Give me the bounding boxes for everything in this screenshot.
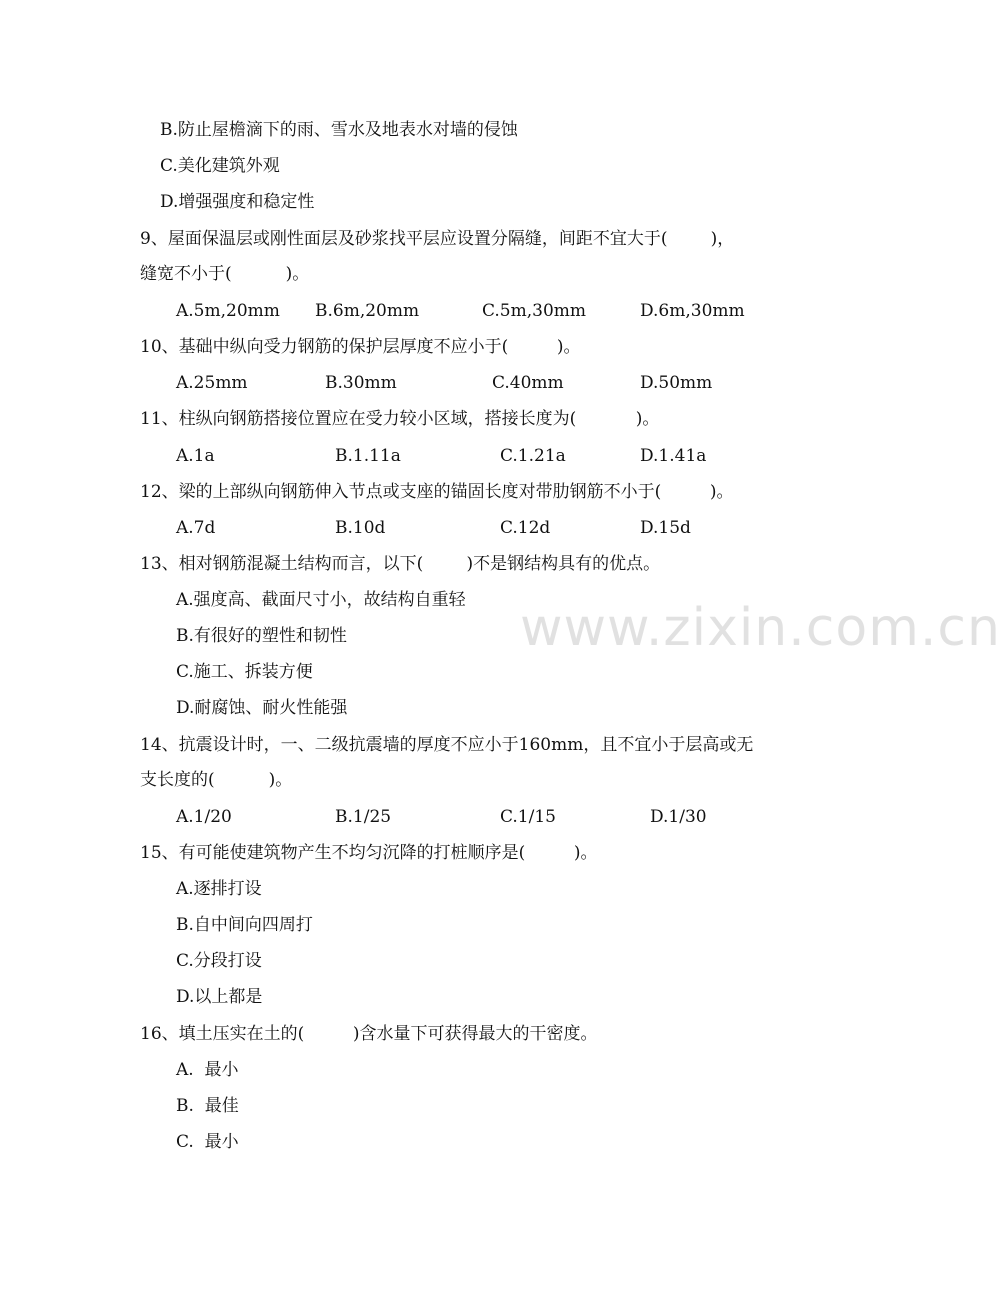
q16-option-c: C. 最小 (176, 1132, 239, 1152)
q11-option-c: C.1.21a (500, 446, 566, 466)
q13-option-c: C.施工、拆装方便 (176, 662, 313, 682)
q13-option-d: D.耐腐蚀、耐火性能强 (176, 698, 348, 718)
q12-option-d: D.15d (640, 518, 691, 538)
q11-stem: 11、柱纵向钢筋搭接位置应在受力较小区域，搭接长度为( )。 (140, 409, 660, 429)
q16-stem: 16、填土压实在土的( )含水量下可获得最大的干密度。 (140, 1024, 598, 1044)
q13-option-a: A.强度高、截面尺寸小，故结构自重轻 (176, 590, 466, 610)
q13-option-b: B.有很好的塑性和韧性 (176, 626, 347, 646)
q8-option-d: D.增强强度和稳定性 (160, 192, 315, 212)
q14-option-d: D.1/30 (650, 807, 707, 827)
q14-option-c: C.1/15 (500, 807, 556, 827)
q11-option-d: D.1.41a (640, 446, 707, 466)
q14-option-b: B.1/25 (335, 807, 392, 827)
q12-stem: 12、梁的上部纵向钢筋伸入节点或支座的锚固长度对带肋钢筋不小于( )。 (140, 482, 734, 502)
q11-option-b: B.1.11a (335, 446, 401, 466)
q9-option-b: B.6m,20mm (315, 301, 420, 321)
q11-option-a: A.1a (176, 446, 215, 466)
q8-option-b: B.防止屋檐滴下的雨、雪水及地表水对墙的侵蚀 (160, 120, 518, 140)
q16-option-a: A. 最小 (176, 1060, 239, 1080)
q9-stem-line1: 9、屋面保温层或刚性面层及砂浆找平层应设置分隔缝，间距不宜大于( )， (140, 229, 735, 249)
q9-option-c: C.5m,30mm (482, 301, 587, 321)
q12-option-a: A.7d (176, 518, 216, 538)
q15-option-a: A.逐排打设 (176, 879, 262, 899)
q10-option-a: A.25mm (176, 373, 248, 393)
q15-stem: 15、有可能使建筑物产生不均匀沉降的打桩顺序是( )。 (140, 843, 598, 863)
q10-option-b: B.30mm (325, 373, 397, 393)
q16-option-b: B. 最佳 (176, 1096, 239, 1116)
q10-option-c: C.40mm (492, 373, 564, 393)
q12-option-b: B.10d (335, 518, 386, 538)
q14-stem-line2: 支长度的( )。 (140, 770, 293, 790)
q15-option-c: C.分段打设 (176, 951, 262, 971)
q10-option-d: D.50mm (640, 373, 713, 393)
q9-option-d: D.6m,30mm (640, 301, 745, 321)
q9-option-a: A.5m,20mm (176, 301, 280, 321)
q9-stem-line2: 缝宽不小于( )。 (140, 264, 310, 284)
q15-option-d: D.以上都是 (176, 987, 263, 1007)
q12-option-c: C.12d (500, 518, 551, 538)
q14-option-a: A.1/20 (176, 807, 232, 827)
q8-option-c: C.美化建筑外观 (160, 156, 280, 176)
q14-stem-line1: 14、抗震设计时，一、二级抗震墙的厚度不应小于160mm，且不宜小于层高或无 (140, 735, 754, 755)
q10-stem: 10、基础中纵向受力钢筋的保护层厚度不应小于( )。 (140, 337, 581, 357)
site-watermark: www.zixin.com.cn (520, 598, 1001, 658)
q13-stem: 13、相对钢筋混凝土结构而言，以下( )不是钢结构具有的优点。 (140, 554, 661, 574)
q15-option-b: B.自中间向四周打 (176, 915, 313, 935)
